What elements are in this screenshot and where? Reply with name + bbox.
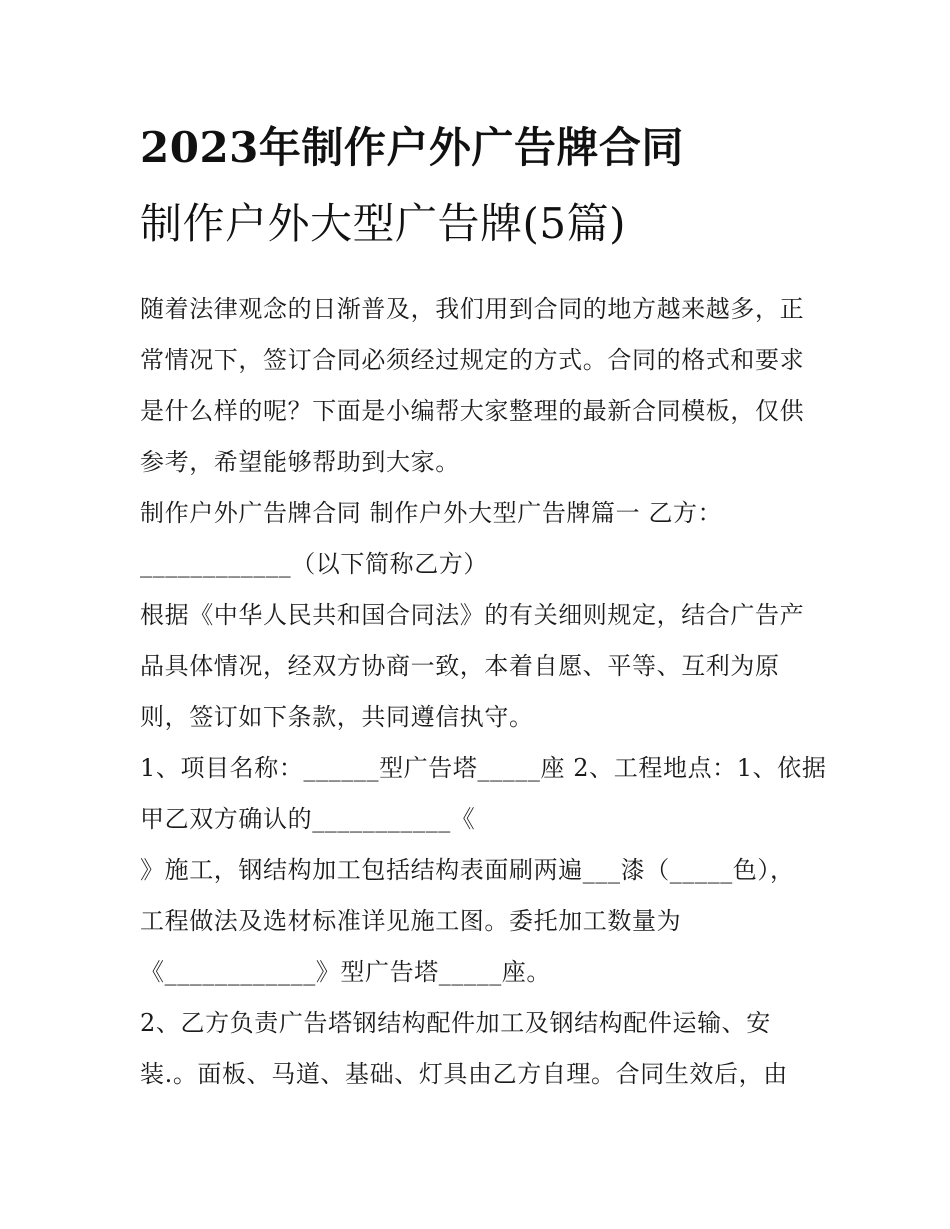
body-line: 甲乙双方确认的___________《: [140, 805, 476, 833]
body-line: 1、项目名称：______型广告塔_____座 2、工程地点：1、依据: [140, 754, 827, 782]
body-line: 随着法律观念的日渐普及，我们用到合同的地方越来越多，正: [140, 295, 805, 323]
document-title-line-2: 制作户外大型广告牌(5篇): [140, 199, 626, 248]
body-line: 是什么样的呢？下面是小编帮大家整理的最新合同模板，仅供: [140, 397, 805, 425]
body-line: 根据《中华人民共和国合同法》的有关细则规定，结合广告产: [140, 601, 805, 629]
body-line: 装.。面板、马道、基础、灯具由乙方自理。合同生效后，由: [140, 1060, 788, 1088]
body-line: ____________（以下简称乙方）: [140, 550, 488, 578]
body-line: 《____________》型广告塔_____座。: [140, 958, 551, 986]
document-content: [140, 110, 827, 1100]
body-line: 2、乙方负责广告塔钢结构配件加工及钢结构配件运输、安: [140, 1009, 771, 1037]
body-line: 》施工，钢结构加工包括结构表面刷两遍___漆（_____色），: [140, 856, 795, 884]
body-line: 品具体情况，经双方协商一致，本着自愿、平等、互利为原: [140, 652, 780, 680]
document-body: [140, 284, 827, 1100]
body-line: 工程做法及选材标准详见施工图。委托加工数量为: [140, 907, 682, 935]
body-line: 制作户外广告牌合同 制作户外大型广告牌篇一 乙方：: [140, 499, 723, 527]
body-line: 则，签订如下条款，共同遵信执守。: [140, 703, 534, 731]
body-line: 常情况下，签订合同必须经过规定的方式。合同的格式和要求: [140, 346, 805, 374]
document-title-line-1: 2023年制作户外广告牌合同: [140, 123, 684, 172]
body-line: 参考，希望能够帮助到大家。: [140, 448, 460, 476]
